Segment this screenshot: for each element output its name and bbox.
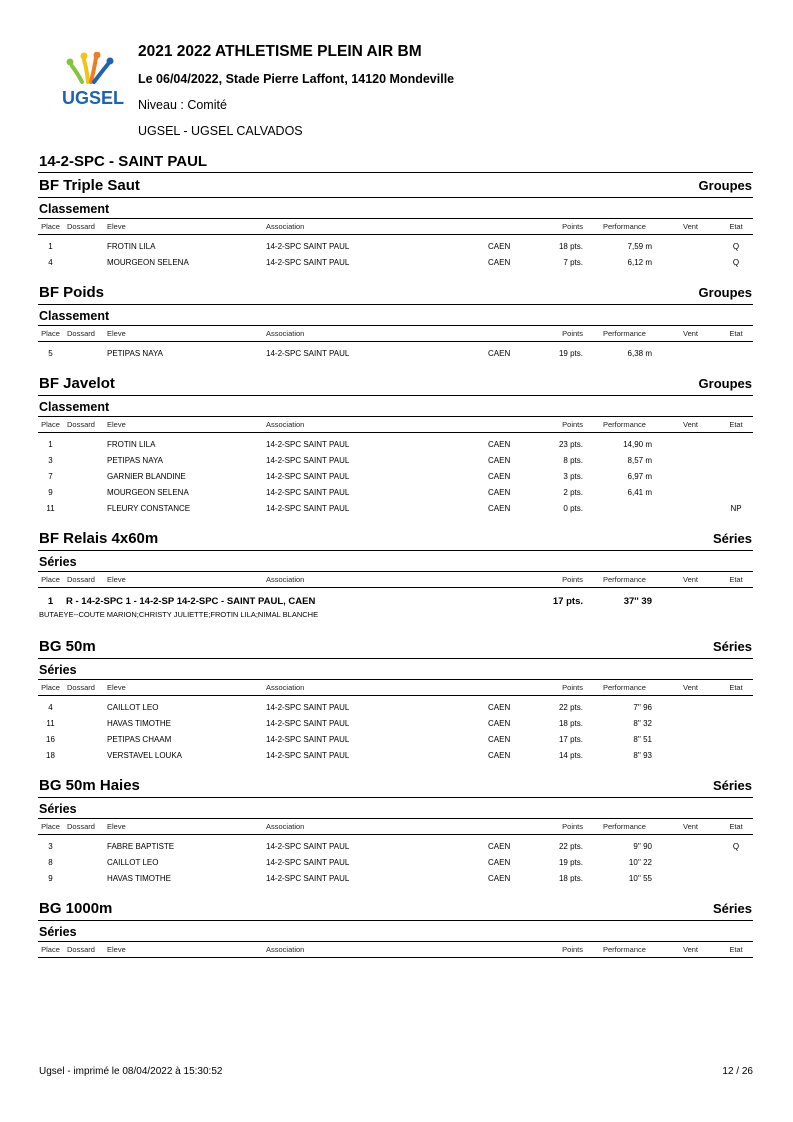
column-headers [38,680,753,696]
cell-association: 14-2-SPC SAINT PAUL [266,440,350,449]
event-header [38,175,753,198]
cell-eleve: HAVAS TIMOTHE [107,719,172,728]
cell-points: 18 pts. [558,719,583,728]
cell-points: 22 pts. [558,703,583,712]
column-header-eleve: Eleve [107,683,126,692]
column-header-place: Place [41,945,60,954]
cell-points: 19 pts. [558,858,583,867]
cell-city: CAEN [488,488,511,497]
column-header-etat: Etat [729,222,743,231]
column-header-vent: Vent [683,222,699,231]
cell-points: 3 pts. [563,472,583,481]
table-row [38,747,753,763]
column-header-eleve: Eleve [107,222,126,231]
cell-points: 18 pts. [558,242,583,251]
event-name: BG 50m [39,638,96,655]
cell-eleve: GARNIER BLANDINE [107,472,186,481]
column-headers [38,572,753,588]
section-label [38,798,753,819]
result-rows [38,696,753,763]
column-header-place: Place [41,222,60,231]
cell-points: 14 pts. [558,751,583,760]
cell-place: 1 [48,440,53,449]
result-rows [38,835,753,886]
cell-eleve: FROTIN LILA [107,440,156,449]
section-label [38,551,753,572]
column-header-place: Place [41,683,60,692]
table-row [38,484,753,500]
relay-row [38,591,753,610]
cell-association: 14-2-SPC SAINT PAUL [266,735,350,744]
cell-place: 11 [46,504,55,513]
column-header-dossard: Dossard [67,222,95,231]
table-row [38,715,753,731]
column-headers [38,326,753,342]
event-section [38,282,753,361]
column-header-points: Points [562,222,583,231]
table-row [38,500,753,516]
cell-performance: 6,12 m [627,258,652,267]
result-rows [38,342,753,361]
column-header-etat: Etat [729,822,743,831]
cell-city: CAEN [488,349,511,358]
cell-performance: 8'' 93 [633,751,652,760]
column-header-etat: Etat [729,329,743,338]
cell-association: 14-2-SPC SAINT PAUL [266,751,350,760]
column-header-association: Association [266,222,305,231]
page-number: 12 / 26 [722,1066,753,1077]
event-header [38,898,753,921]
cell-eleve: FABRE BAPTISTE [107,842,175,851]
cell-performance: 8'' 51 [633,735,652,744]
table-row [38,838,753,854]
cell-city: CAEN [488,842,511,851]
print-timestamp: Ugsel - imprimé le 08/04/2022 à 15:30:52 [39,1066,223,1077]
result-rows [38,433,753,516]
cell-points: 0 pts. [563,504,583,513]
cell-points: 23 pts. [558,440,583,449]
cell-place: 9 [48,488,53,497]
column-header-place: Place [41,329,60,338]
column-header-performance: Performance [603,329,646,338]
section-title: Séries [39,555,77,569]
cell-points: 18 pts. [558,874,583,883]
table-row [38,452,753,468]
column-header-association: Association [266,822,305,831]
section-title: Classement [39,309,110,323]
cell-place: 5 [48,349,53,358]
cell-performance: 9'' 90 [633,842,652,851]
column-header-association: Association [266,420,305,429]
cell-association: 14-2-SPC SAINT PAUL [266,258,350,267]
column-header-etat: Etat [729,420,743,429]
section-title: Séries [39,663,77,677]
relay-team: R - 14-2-SPC 1 - 14-2-SP 14-2-SPC - SAINT PAUL, CAEN [66,596,316,607]
result-rows [38,958,753,961]
cell-performance: 8'' 32 [633,719,652,728]
event-type: Séries [712,639,752,654]
column-header-place: Place [41,420,60,429]
section-title: Classement [39,202,110,216]
cell-association: 14-2-SPC SAINT PAUL [266,703,350,712]
column-header-points: Points [562,683,583,692]
table-row [38,870,753,886]
section-label [38,396,753,417]
column-header-performance: Performance [603,575,646,584]
table-row [38,854,753,870]
cell-association: 14-2-SPC SAINT PAUL [266,488,350,497]
cell-city: CAEN [488,440,511,449]
section-title: Classement [39,400,110,414]
column-header-etat: Etat [729,945,743,954]
column-header-association: Association [266,683,305,692]
event-name: BG 50m Haies [39,777,140,794]
cell-performance: 6,97 m [627,472,652,481]
event-type: Séries [712,778,752,793]
event-name: BF Relais 4x60m [39,530,159,547]
column-header-dossard: Dossard [67,329,95,338]
event-section [38,528,753,624]
section-label [38,921,753,942]
section-label [38,198,753,219]
event-type: Séries [712,531,752,546]
column-header-association: Association [266,329,305,338]
table-row [38,238,753,254]
column-headers [38,942,753,958]
column-header-points: Points [562,575,583,584]
result-rows [38,588,753,624]
column-header-eleve: Eleve [107,420,126,429]
column-header-place: Place [41,575,60,584]
column-header-vent: Vent [683,945,699,954]
cell-place: 18 [46,751,55,760]
cell-place: 4 [48,258,53,267]
cell-association: 14-2-SPC SAINT PAUL [266,242,350,251]
cell-points: 17 pts. [558,735,583,744]
column-header-dossard: Dossard [67,575,95,584]
cell-city: CAEN [488,242,511,251]
cell-eleve: HAVAS TIMOTHE [107,874,172,883]
events-list [38,175,753,973]
divider [38,172,753,173]
event-name: BG 1000m [39,900,113,917]
column-headers [38,219,753,235]
cell-place: 7 [48,472,53,481]
event-header [38,282,753,305]
relay-place: 1 [47,596,54,607]
column-header-performance: Performance [603,683,646,692]
relay-performance: 37'' 39 [623,596,652,607]
event-header [38,373,753,396]
column-header-performance: Performance [603,822,646,831]
club-title: 14-2-SPC - SAINT PAUL [39,153,208,170]
result-rows [38,235,753,270]
column-header-vent: Vent [683,575,699,584]
column-header-eleve: Eleve [107,329,126,338]
event-header [38,636,753,659]
cell-performance: 8,57 m [627,456,652,465]
event-section [38,175,753,270]
cell-association: 14-2-SPC SAINT PAUL [266,349,350,358]
column-header-dossard: Dossard [67,683,95,692]
cell-eleve: PETIPAS NAYA [107,456,164,465]
event-section [38,636,753,763]
column-header-performance: Performance [603,945,646,954]
column-header-eleve: Eleve [107,575,126,584]
event-type: Groupes [698,285,752,300]
event-name: BF Javelot [39,375,115,392]
cell-city: CAEN [488,751,511,760]
column-header-dossard: Dossard [67,420,95,429]
organization-label: UGSEL - UGSEL CALVADOS [138,124,303,138]
level-label: Niveau : Comité [138,98,227,112]
column-header-performance: Performance [603,222,646,231]
cell-place: 3 [48,456,53,465]
column-header-vent: Vent [683,329,699,338]
cell-eleve: PETIPAS CHAAM [107,735,172,744]
cell-place: 8 [48,858,53,867]
cell-city: CAEN [488,858,511,867]
column-header-points: Points [562,945,583,954]
cell-place: 16 [46,735,55,744]
cell-association: 14-2-SPC SAINT PAUL [266,874,350,883]
cell-place: 9 [48,874,53,883]
cell-eleve: CAILLOT LEO [107,703,159,712]
cell-city: CAEN [488,719,511,728]
event-type: Groupes [698,376,752,391]
event-header [38,775,753,798]
column-header-vent: Vent [683,822,699,831]
column-header-eleve: Eleve [107,945,126,954]
cell-performance: 7'' 96 [633,703,652,712]
cell-place: 1 [48,242,53,251]
column-header-points: Points [562,329,583,338]
cell-city: CAEN [488,703,511,712]
section-label [38,659,753,680]
cell-city: CAEN [488,258,511,267]
event-section [38,373,753,516]
column-header-vent: Vent [683,420,699,429]
relay-points: 17 pts. [552,596,583,607]
cell-performance: 7,59 m [627,242,652,251]
cell-city: CAEN [488,472,511,481]
column-headers [38,417,753,433]
cell-city: CAEN [488,456,511,465]
column-header-etat: Etat [729,683,743,692]
page-title: 2021 2022 ATHLETISME PLEIN AIR BM [138,43,422,60]
cell-etat: Q [732,242,740,251]
cell-points: 7 pts. [563,258,583,267]
cell-eleve: VERSTAVEL LOUKA [107,751,182,760]
cell-points: 19 pts. [558,349,583,358]
table-row [38,254,753,270]
event-name: BF Triple Saut [39,177,140,194]
cell-association: 14-2-SPC SAINT PAUL [266,472,350,481]
cell-city: CAEN [488,735,511,744]
meeting-info: Le 06/04/2022, Stade Pierre Laffont, 14120 Mondeville [138,72,455,86]
cell-place: 4 [48,703,53,712]
column-header-association: Association [266,945,305,954]
cell-points: 8 pts. [563,456,583,465]
table-row [38,436,753,452]
column-header-etat: Etat [729,575,743,584]
event-type: Séries [712,901,752,916]
cell-etat: NP [730,504,742,513]
column-headers [38,819,753,835]
column-header-points: Points [562,822,583,831]
cell-city: CAEN [488,504,511,513]
cell-performance: 14,90 m [623,440,652,449]
event-section [38,775,753,886]
event-header [38,528,753,551]
column-header-dossard: Dossard [67,945,95,954]
cell-performance: 10'' 22 [628,858,652,867]
cell-performance: 6,41 m [627,488,652,497]
logo-text: UGSEL [62,88,125,108]
column-header-association: Association [266,575,305,584]
event-section [38,898,753,961]
section-label [38,305,753,326]
cell-eleve: FLEURY CONSTANCE [107,504,191,513]
table-row [38,468,753,484]
cell-association: 14-2-SPC SAINT PAUL [266,456,350,465]
cell-eleve: MOURGEON SELENA [107,258,189,267]
cell-city: CAEN [488,874,511,883]
column-header-performance: Performance [603,420,646,429]
cell-eleve: PETIPAS NAYA [107,349,164,358]
section-title: Séries [39,802,77,816]
cell-points: 22 pts. [558,842,583,851]
cell-association: 14-2-SPC SAINT PAUL [266,504,350,513]
column-header-dossard: Dossard [67,822,95,831]
cell-association: 14-2-SPC SAINT PAUL [266,858,350,867]
cell-place: 11 [46,719,55,728]
cell-etat: Q [732,258,740,267]
cell-points: 2 pts. [563,488,583,497]
cell-place: 3 [48,842,53,851]
event-type: Groupes [698,178,752,193]
relay-members: BUTAEYE--COUTE MARION;CHRISTY JULIETTE;FROTIN LILA;NIMAL BLANCHE [39,610,319,619]
section-title: Séries [39,925,77,939]
cell-etat: Q [732,842,740,851]
cell-eleve: MOURGEON SELENA [107,488,189,497]
cell-association: 14-2-SPC SAINT PAUL [266,842,350,851]
cell-association: 14-2-SPC SAINT PAUL [266,719,350,728]
column-header-vent: Vent [683,683,699,692]
table-row [38,345,753,361]
table-row [38,699,753,715]
event-name: BF Poids [39,284,105,301]
cell-performance: 10'' 55 [628,874,652,883]
column-header-eleve: Eleve [107,822,126,831]
table-row [38,731,753,747]
cell-eleve: FROTIN LILA [107,242,156,251]
column-header-points: Points [562,420,583,429]
ugsel-logo [60,52,126,108]
cell-eleve: CAILLOT LEO [107,858,159,867]
cell-performance: 6,38 m [627,349,652,358]
column-header-place: Place [41,822,60,831]
